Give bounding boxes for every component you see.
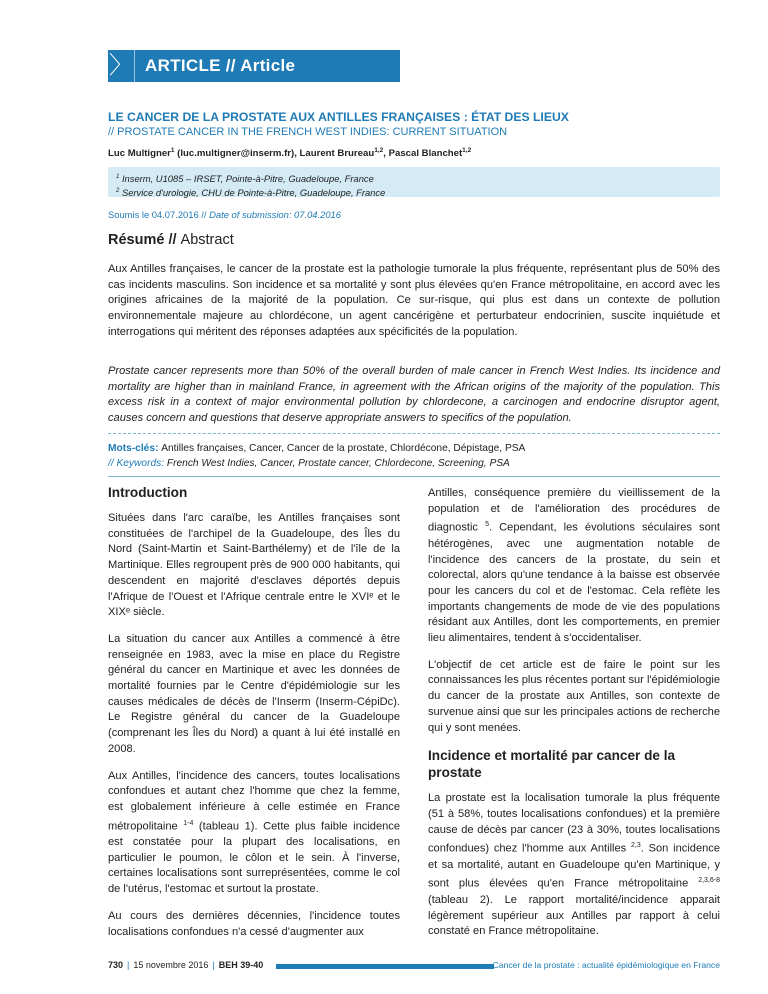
body-paragraph: Situées dans l'arc caraïbe, les Antilles françaises sont constituées de l'archipel de la Guadeloupe, des Îles du Nord (Saint-Martin et Saint-Barthélemy) et de l'île de la Martinique. Elles regroupent près de 900 000 habitants, qui descendent en majorité d'esclaves déportés depuis l'Afrique de l'Ouest et l'Afrique centrale entre le XVIᵉ et le XIXᵉ siècle. <box>108 512 400 619</box>
bulletin-name: BEH 39-40 <box>218 960 264 970</box>
page-footer <box>108 960 720 974</box>
chevron-right-icon: 〉 <box>108 50 135 82</box>
author-affil-ref: 1,2 <box>374 147 384 154</box>
body-paragraph <box>428 486 720 647</box>
footer-separator: | <box>127 960 130 970</box>
reference-marker: 5 <box>485 521 489 529</box>
submission-date-fr: Soumis le 04.07.2016 // <box>108 209 210 220</box>
author-list <box>108 147 728 159</box>
body-paragraph <box>428 791 720 940</box>
author-separator: , <box>383 148 389 160</box>
section-label: ARTICLE // Article <box>145 56 296 75</box>
keywords-label-fr: Mots-clés: <box>108 443 162 454</box>
affiliation-line <box>116 171 720 185</box>
dashed-divider <box>108 433 720 434</box>
affiliations-box <box>108 167 720 197</box>
issue-date: 15 novembre 2016 <box>133 960 209 970</box>
section-divider <box>108 476 720 477</box>
keywords-text-fr: Antilles françaises, Cancer, Cancer de la prostate, Chlordécone, Dépistage, PSA <box>161 443 526 454</box>
introduction-heading: Introduction <box>108 485 188 500</box>
submission-date-en: Date of submission: 07.04.2016 <box>209 209 341 220</box>
section-banner <box>108 50 400 82</box>
abstract-fr: Aux Antilles françaises, le cancer de la prostate est la pathologie tumorale la plus fréquente, représentant plus de 50% des cas incidents masculins. Son incidence et sa mortalité y sont plus élevées qu'en France métropolitaine, en accord avec les origines africaines de la majorité de la population. Ce sur-risque, qui plus est dans un contexte de pollution environnementale majeure au chlordécone, un agent cancérigène et perturbateur endocrinien, suscite inquiétude et interrogations qui méritent des réponses adaptées aux spécificités de la population. <box>108 263 720 338</box>
text-run: (tableau 2). Le rapport mortalité/incidence apparait légèrement supérieur aux Antilles par rapport à celui constaté en France métropolitaine. <box>428 893 720 938</box>
keywords-en <box>108 457 720 472</box>
page-info <box>108 960 263 970</box>
affiliation-number: 2 <box>116 188 120 195</box>
affiliation-text: Service d'urologie, CHU de Pointe-à-Pitre, Guadeloupe, France <box>119 187 386 199</box>
reference-marker: 2,3 <box>631 842 641 850</box>
incidence-heading: Incidence et mortalité par cancer de la prostate <box>428 748 676 781</box>
article-title: LE CANCER DE LA PROSTATE AUX ANTILLES FRANÇAISES : ÉTAT DES LIEUX <box>108 110 569 124</box>
keywords-block <box>108 442 720 471</box>
text-run: Antilles, conséquence première du vieillissement de la population et de l'amélioration des procédures de diagnostic <box>428 487 720 535</box>
abstract-heading-fr: Résumé // <box>108 232 181 248</box>
abstract-heading-en: Abstract <box>180 232 234 248</box>
author-email[interactable]: (luc.multigner@inserm.fr), <box>174 148 300 160</box>
footer-bar <box>276 964 494 969</box>
body-paragraph: Au cours des dernières décennies, l'incidence toutes localisations confondues n'a cessé d'augmenter aux <box>108 909 400 938</box>
keywords-text-en: French West Indies, Cancer, Prostate cancer, Chlordecone, Screening, PSA <box>166 457 510 469</box>
keywords-fr <box>108 442 720 457</box>
reference-marker: 1-4 <box>183 819 194 827</box>
author-name: Luc Multigner <box>108 148 171 160</box>
body-column-right <box>428 486 720 951</box>
author-affil-ref: 1,2 <box>462 147 472 154</box>
body-paragraph: La situation du cancer aux Antilles a commencé à être renseignée en 1983, avec la mise en place du Registre général du cancer en Martinique et avec les données de mortalité fournies par le Centre d'épidémiologie sur les causes médicales de décès de l'Inserm (Inserm-CépiDc). Le Registre général du cancer de la Guadeloupe (comprenant les Îles du Nord) a quant à lui été installé en 2008. <box>108 632 400 755</box>
author-name: Laurent Brureau <box>299 148 375 160</box>
abstract-en: Prostate cancer represents more than 50% of the overall burden of male cancer in French West Indies. Its incidence and mortality are higher than in mainland France, in agreement with the African origins of the majority of the population. This excess risk in a context of major environmental pollution by chlordecone, a carcinogen and endocrine disruptor agent, causes concern and questions that deserve appropriate answers to specifics of the population. <box>108 365 720 425</box>
body-paragraph: L'objectif de cet article est de faire le point sur les connaissances les plus récentes portant sur l'épidémiologie du cancer de la prostate aux Antilles, son contexte de survenue ainsi que sur les principales actions de recherche qui y sont menées. <box>428 658 720 734</box>
keywords-label-en: // Keywords: <box>108 457 167 469</box>
author-affil-ref: 1 <box>170 147 175 154</box>
text-run: . Son incidence et sa mortalité, autant en Guadeloupe qu'en Martinique, y sont plus élevées qu'en France métropolitaine <box>428 843 721 891</box>
text-run: (tableau 1). Cette plus faible incidence est constatée pour la plupart des localisations, en particulier le poumon, le côlon et le sein. À l'inverse, certaines localisations sont surreprésentées, comme le col de l'utérus, l'estomac et surtout la prostate. <box>108 820 401 896</box>
affiliation-text: Inserm, U1085 – IRSET, Pointe-à-Pitre, Guadeloupe, France <box>119 173 374 185</box>
abstract-heading <box>108 232 234 248</box>
text-run: La prostate est la localisation tumorale la plus fréquente (51 à 58%, toutes localisations confondues) et la première cause de décès par cancer (23 à 30%, toutes localisations confondues) chez l'homme aux Antilles <box>428 792 720 856</box>
text-run: Aux Antilles, l'incidence des cancers, toutes localisations confondues et autant chez l'homme que chez la femme, est globalement inférieure à celle estimée en France métropolitaine <box>108 769 400 833</box>
page-number: 730 <box>108 960 124 970</box>
reference-marker: 2,3,6-8 <box>698 877 720 885</box>
running-title: Cancer de la prostate : actualité épidémiologique en France <box>492 960 720 970</box>
article-subtitle: // PROSTATE CANCER IN THE FRENCH WEST INDIES: CURRENT SITUATION <box>108 126 508 138</box>
footer-separator: | <box>212 960 215 970</box>
affiliation-number: 1 <box>116 174 120 180</box>
affiliation-line <box>116 185 720 199</box>
body-column-left <box>108 484 400 951</box>
body-paragraph <box>108 769 400 898</box>
text-run: . Cependant, les évolutions séculaires sont hétérogènes, avec une augmentation notable de l'incidence des cancers de la prostate, du sein et colorectal, alors qu'une tendance à la baisse est observée pour les cancers du col et de l'estomac. Cela reflète les importants changements de mode de vie des populations résidant aux Antilles, dont les comportements, en premier lieu alimentaires, tendent à s'occidentaliser. <box>428 522 720 645</box>
author-name: Pascal Blanchet <box>388 148 463 160</box>
submission-date <box>108 209 341 220</box>
